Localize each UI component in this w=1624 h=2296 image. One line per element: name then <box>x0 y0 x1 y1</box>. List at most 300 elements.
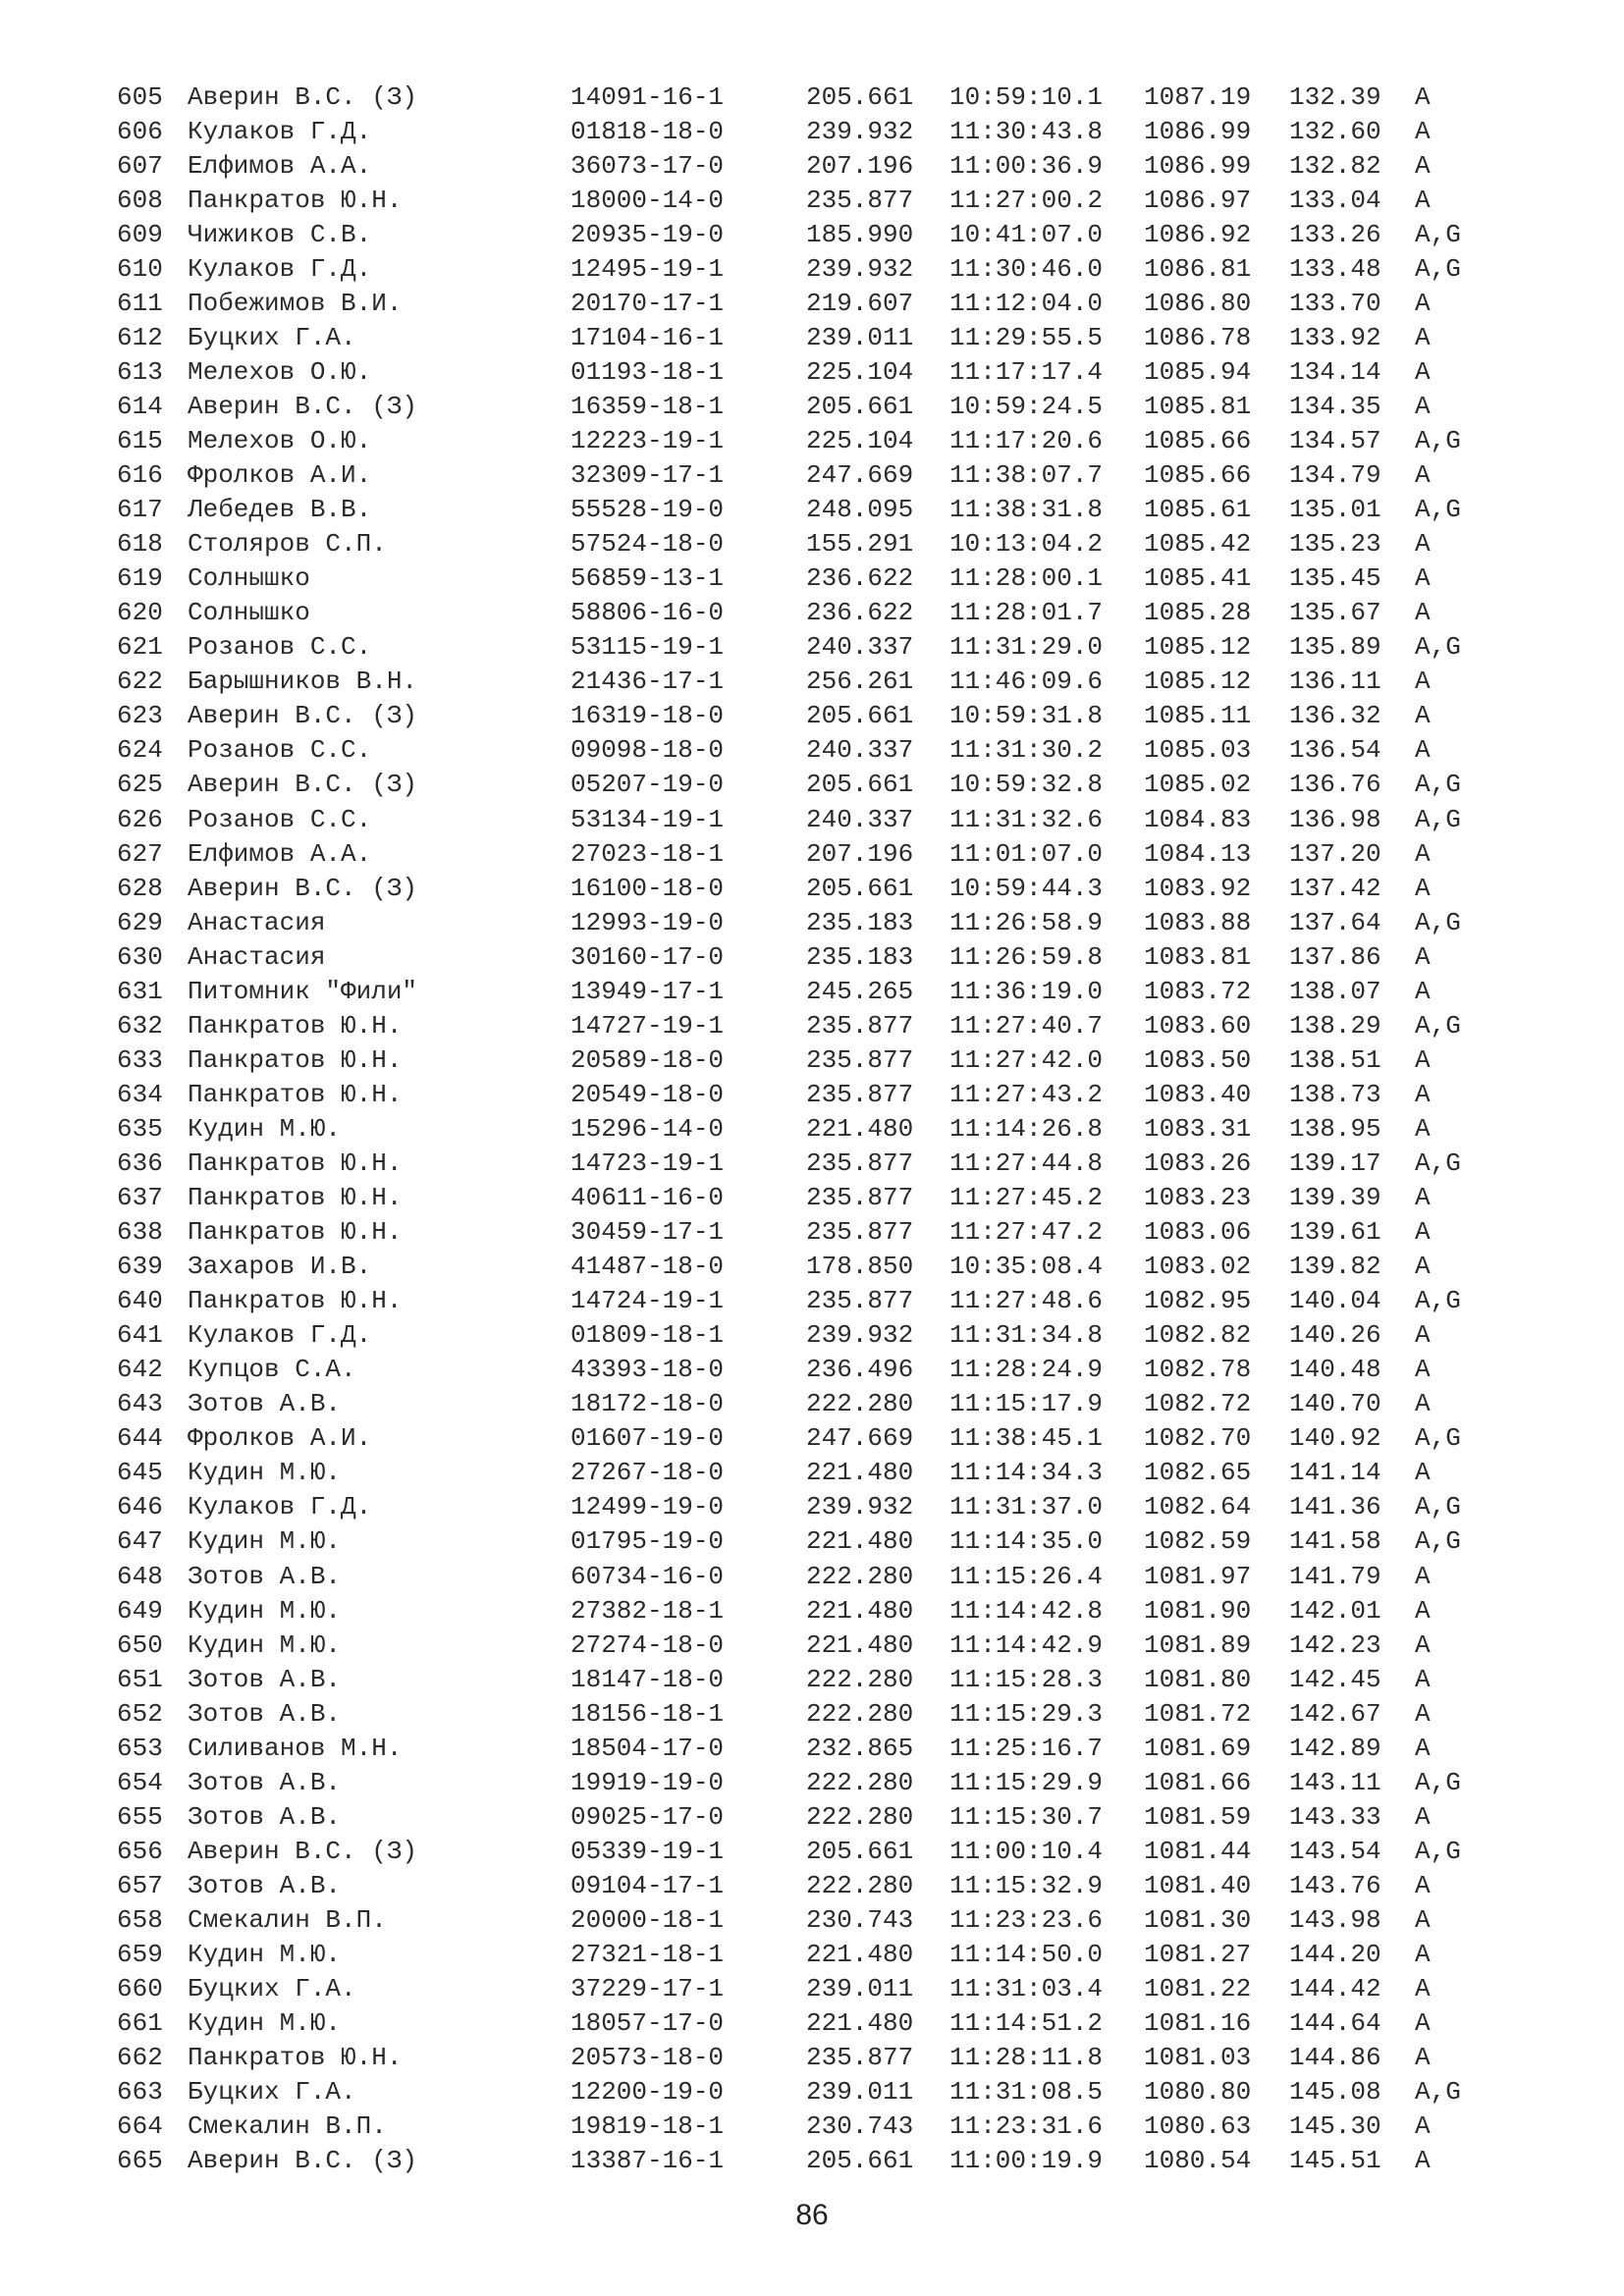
cell-time: 11:14:35.0 <box>949 1526 1104 1557</box>
cell-ring: 27382-18-1 <box>570 1595 725 1626</box>
cell-time: 11:23:23.6 <box>949 1905 1104 1935</box>
cell-speed: 1081.97 <box>1144 1561 1252 1591</box>
cell-coef: 137.86 <box>1289 941 1381 972</box>
cell-speed: 1083.31 <box>1144 1113 1252 1144</box>
cell-ring: 01607-19-0 <box>570 1423 725 1454</box>
cell-time: 11:38:07.7 <box>949 460 1104 491</box>
table-row <box>117 733 1531 768</box>
cell-num: 626 <box>117 804 163 834</box>
cell-time: 11:27:00.2 <box>949 185 1104 215</box>
cell-name: Побежимов В.И. <box>188 288 403 318</box>
cell-dist: 221.480 <box>806 1629 914 1660</box>
cell-ring: 01795-19-0 <box>570 1526 725 1557</box>
cell-speed: 1086.99 <box>1144 150 1252 181</box>
cell-flag: A,G <box>1415 425 1461 455</box>
cell-speed: 1081.72 <box>1144 1698 1252 1729</box>
cell-coef: 133.70 <box>1289 288 1381 318</box>
table-row <box>117 561 1531 596</box>
cell-ring: 18000-14-0 <box>570 185 725 215</box>
cell-speed: 1082.59 <box>1144 1526 1252 1557</box>
cell-time: 11:01:07.0 <box>949 838 1104 869</box>
cell-flag: A,G <box>1415 770 1461 800</box>
cell-flag: A <box>1415 1974 1431 2004</box>
cell-ring: 56859-13-1 <box>570 563 725 594</box>
cell-dist: 239.011 <box>806 2077 914 2108</box>
cell-coef: 135.89 <box>1289 632 1381 663</box>
cell-flag: A <box>1415 356 1431 387</box>
cell-ring: 30160-17-0 <box>570 941 725 972</box>
cell-coef: 143.33 <box>1289 1801 1381 1832</box>
cell-dist: 235.877 <box>806 1183 914 1213</box>
cell-name: Кулаков Г.Д. <box>188 116 372 146</box>
cell-time: 11:15:17.9 <box>949 1389 1104 1419</box>
cell-num: 651 <box>117 1664 163 1694</box>
cell-coef: 141.36 <box>1289 1492 1381 1522</box>
cell-flag: A,G <box>1415 1010 1461 1041</box>
table-row <box>117 1387 1531 1421</box>
cell-name: Розанов С.С. <box>188 735 372 766</box>
cell-ring: 05207-19-0 <box>570 770 725 800</box>
cell-speed: 1085.94 <box>1144 356 1252 387</box>
cell-dist: 222.280 <box>806 1561 914 1591</box>
cell-coef: 142.23 <box>1289 1629 1381 1660</box>
cell-coef: 141.58 <box>1289 1526 1381 1557</box>
cell-num: 652 <box>117 1698 163 1729</box>
cell-speed: 1081.27 <box>1144 1940 1252 1970</box>
cell-dist: 230.743 <box>806 2111 914 2142</box>
cell-speed: 1085.02 <box>1144 770 1252 800</box>
cell-num: 619 <box>117 563 163 594</box>
table-row <box>117 1318 1531 1353</box>
cell-coef: 140.70 <box>1289 1389 1381 1419</box>
cell-num: 635 <box>117 1113 163 1144</box>
cell-dist: 205.661 <box>806 701 914 731</box>
cell-dist: 235.877 <box>806 1217 914 1248</box>
table-row <box>117 527 1531 561</box>
cell-name: Кудин М.Ю. <box>188 1113 342 1144</box>
cell-flag: A <box>1415 1183 1431 1213</box>
cell-time: 11:15:29.3 <box>949 1698 1104 1729</box>
table-row <box>117 1628 1531 1662</box>
cell-flag: A <box>1415 1113 1431 1144</box>
cell-speed: 1081.30 <box>1144 1905 1252 1935</box>
cell-speed: 1084.83 <box>1144 804 1252 834</box>
table-row <box>117 423 1531 457</box>
cell-coef: 134.35 <box>1289 391 1381 421</box>
cell-dist: 236.622 <box>806 563 914 594</box>
cell-name: Аверин В.С. (З) <box>188 2146 418 2176</box>
cell-speed: 1086.99 <box>1144 116 1252 146</box>
cell-ring: 27321-18-1 <box>570 1940 725 1970</box>
cell-speed: 1085.11 <box>1144 701 1252 731</box>
cell-num: 646 <box>117 1492 163 1522</box>
cell-flag: A,G <box>1415 1526 1461 1557</box>
cell-name: Смекалин В.П. <box>188 1905 387 1935</box>
cell-time: 11:31:08.5 <box>949 2077 1104 2108</box>
cell-coef: 145.08 <box>1289 2077 1381 2108</box>
table-row <box>117 1834 1531 1868</box>
cell-num: 641 <box>117 1320 163 1351</box>
cell-name: Зотов А.В. <box>188 1767 342 1797</box>
cell-dist: 205.661 <box>806 391 914 421</box>
cell-dist: 221.480 <box>806 1458 914 1488</box>
table-row <box>117 1972 1531 2006</box>
cell-time: 11:28:11.8 <box>949 2043 1104 2073</box>
cell-name: Панкратов Ю.Н. <box>188 1217 403 1248</box>
cell-num: 616 <box>117 460 163 491</box>
cell-speed: 1082.95 <box>1144 1286 1252 1316</box>
cell-flag: A <box>1415 1733 1431 1763</box>
cell-speed: 1082.70 <box>1144 1423 1252 1454</box>
cell-num: 613 <box>117 356 163 387</box>
cell-coef: 134.57 <box>1289 425 1381 455</box>
cell-name: Панкратов Ю.Н. <box>188 1010 403 1041</box>
cell-flag: A <box>1415 1595 1431 1626</box>
cell-time: 10:41:07.0 <box>949 219 1104 249</box>
cell-dist: 221.480 <box>806 1526 914 1557</box>
cell-num: 638 <box>117 1217 163 1248</box>
cell-dist: 185.990 <box>806 219 914 249</box>
cell-ring: 32309-17-1 <box>570 460 725 491</box>
table-row <box>117 1284 1531 1318</box>
cell-time: 11:36:19.0 <box>949 976 1104 1006</box>
cell-ring: 16100-18-0 <box>570 873 725 903</box>
cell-flag: A,G <box>1415 1286 1461 1316</box>
cell-speed: 1083.02 <box>1144 1252 1252 1282</box>
cell-name: Зотов А.В. <box>188 1870 342 1900</box>
cell-flag: A <box>1415 150 1431 181</box>
cell-name: Анастасия <box>188 941 326 972</box>
cell-flag: A <box>1415 1355 1431 1385</box>
cell-ring: 05339-19-1 <box>570 1836 725 1866</box>
cell-dist: 235.183 <box>806 941 914 972</box>
cell-speed: 1086.92 <box>1144 219 1252 249</box>
cell-speed: 1086.97 <box>1144 185 1252 215</box>
table-row <box>117 974 1531 1008</box>
cell-time: 11:00:19.9 <box>949 2146 1104 2176</box>
table-row <box>117 1731 1531 1765</box>
cell-name: Питомник "Фили" <box>188 976 418 1006</box>
table-row <box>117 1938 1531 1972</box>
cell-coef: 136.76 <box>1289 770 1381 800</box>
cell-time: 11:15:28.3 <box>949 1664 1104 1694</box>
table-row <box>117 389 1531 423</box>
cell-coef: 133.48 <box>1289 253 1381 284</box>
cell-time: 11:29:55.5 <box>949 322 1104 352</box>
cell-num: 665 <box>117 2146 163 2176</box>
cell-time: 11:27:48.6 <box>949 1286 1104 1316</box>
cell-time: 10:13:04.2 <box>949 529 1104 560</box>
cell-flag: A <box>1415 1389 1431 1419</box>
cell-speed: 1083.92 <box>1144 873 1252 903</box>
cell-dist: 219.607 <box>806 288 914 318</box>
cell-coef: 132.82 <box>1289 150 1381 181</box>
cell-time: 11:30:43.8 <box>949 116 1104 146</box>
cell-name: Купцов С.А. <box>188 1355 356 1385</box>
cell-coef: 142.01 <box>1289 1595 1381 1626</box>
cell-speed: 1085.12 <box>1144 667 1252 697</box>
cell-name: Кулаков Г.Д. <box>188 253 372 284</box>
cell-time: 11:27:43.2 <box>949 1079 1104 1109</box>
cell-dist: 247.669 <box>806 460 914 491</box>
cell-time: 10:59:44.3 <box>949 873 1104 903</box>
cell-time: 11:14:50.0 <box>949 1940 1104 1970</box>
table-row <box>117 665 1531 699</box>
cell-ring: 01193-18-1 <box>570 356 725 387</box>
cell-num: 637 <box>117 1183 163 1213</box>
cell-ring: 09098-18-0 <box>570 735 725 766</box>
cell-coef: 140.26 <box>1289 1320 1381 1351</box>
cell-num: 659 <box>117 1940 163 1970</box>
cell-dist: 178.850 <box>806 1252 914 1282</box>
cell-ring: 20589-18-0 <box>570 1044 725 1075</box>
cell-name: Кудин М.Ю. <box>188 2008 342 2039</box>
cell-flag: A <box>1415 460 1431 491</box>
table-row <box>117 148 1531 183</box>
cell-time: 11:15:32.9 <box>949 1870 1104 1900</box>
table-row <box>117 1456 1531 1490</box>
cell-name: Панкратов Ю.Н. <box>188 1079 403 1109</box>
cell-coef: 137.42 <box>1289 873 1381 903</box>
cell-coef: 142.67 <box>1289 1698 1381 1729</box>
table-row <box>117 836 1531 871</box>
cell-speed: 1080.54 <box>1144 2146 1252 2176</box>
cell-flag: A,G <box>1415 804 1461 834</box>
cell-name: Кудин М.Ю. <box>188 1458 342 1488</box>
cell-speed: 1081.90 <box>1144 1595 1252 1626</box>
cell-ring: 20935-19-0 <box>570 219 725 249</box>
cell-ring: 53134-19-1 <box>570 804 725 834</box>
cell-name: Мелехов О.Ю. <box>188 425 372 455</box>
cell-name: Панкратов Ю.Н. <box>188 185 403 215</box>
table-row <box>117 1146 1531 1180</box>
cell-flag: A <box>1415 391 1431 421</box>
cell-name: Розанов С.С. <box>188 632 372 663</box>
cell-num: 605 <box>117 81 163 112</box>
cell-speed: 1085.12 <box>1144 632 1252 663</box>
cell-ring: 18504-17-0 <box>570 1733 725 1763</box>
cell-flag: A <box>1415 1664 1431 1694</box>
cell-flag: A,G <box>1415 907 1461 937</box>
cell-flag: A,G <box>1415 495 1461 525</box>
cell-time: 11:00:10.4 <box>949 1836 1104 1866</box>
cell-dist: 205.661 <box>806 81 914 112</box>
table-row <box>117 905 1531 939</box>
cell-name: Столяров С.П. <box>188 529 387 560</box>
cell-name: Зотов А.В. <box>188 1561 342 1591</box>
cell-coef: 133.26 <box>1289 219 1381 249</box>
cell-num: 617 <box>117 495 163 525</box>
cell-num: 606 <box>117 116 163 146</box>
cell-flag: A <box>1415 1629 1431 1660</box>
cell-ring: 18057-17-0 <box>570 2008 725 2039</box>
table-row <box>117 1042 1531 1077</box>
cell-flag: A <box>1415 1044 1431 1075</box>
cell-name: Елфимов А.А. <box>188 150 372 181</box>
table-row <box>117 2109 1531 2144</box>
cell-time: 11:15:29.9 <box>949 1767 1104 1797</box>
cell-num: 631 <box>117 976 163 1006</box>
table-row <box>117 1490 1531 1524</box>
cell-flag: A <box>1415 1905 1431 1935</box>
cell-num: 662 <box>117 2043 163 2073</box>
cell-flag: A <box>1415 529 1431 560</box>
cell-dist: 235.877 <box>806 1079 914 1109</box>
cell-flag: A <box>1415 1458 1431 1488</box>
cell-dist: 236.622 <box>806 598 914 628</box>
cell-coef: 135.23 <box>1289 529 1381 560</box>
cell-ring: 15296-14-0 <box>570 1113 725 1144</box>
cell-dist: 205.661 <box>806 2146 914 2176</box>
cell-num: 664 <box>117 2111 163 2142</box>
cell-dist: 247.669 <box>806 1423 914 1454</box>
cell-ring: 01818-18-0 <box>570 116 725 146</box>
table-row <box>117 2006 1531 2041</box>
cell-num: 640 <box>117 1286 163 1316</box>
cell-num: 610 <box>117 253 163 284</box>
cell-ring: 16319-18-0 <box>570 701 725 731</box>
cell-speed: 1085.42 <box>1144 529 1252 560</box>
cell-speed: 1083.60 <box>1144 1010 1252 1041</box>
cell-time: 11:28:00.1 <box>949 563 1104 594</box>
cell-ring: 19819-18-1 <box>570 2111 725 2142</box>
table-row <box>117 802 1531 836</box>
cell-time: 11:15:26.4 <box>949 1561 1104 1591</box>
cell-num: 657 <box>117 1870 163 1900</box>
cell-name: Захаров И.В. <box>188 1252 372 1282</box>
cell-ring: 57524-18-0 <box>570 529 725 560</box>
cell-ring: 21436-17-1 <box>570 667 725 697</box>
cell-time: 11:31:29.0 <box>949 632 1104 663</box>
cell-coef: 136.32 <box>1289 701 1381 731</box>
cell-dist: 221.480 <box>806 2008 914 2039</box>
cell-name: Аверин В.С. (З) <box>188 1836 418 1866</box>
cell-time: 11:27:40.7 <box>949 1010 1104 1041</box>
cell-ring: 14727-19-1 <box>570 1010 725 1041</box>
cell-flag: A <box>1415 735 1431 766</box>
cell-coef: 143.76 <box>1289 1870 1381 1900</box>
cell-dist: 222.280 <box>806 1767 914 1797</box>
cell-dist: 239.932 <box>806 116 914 146</box>
cell-num: 611 <box>117 288 163 318</box>
cell-num: 653 <box>117 1733 163 1763</box>
cell-name: Елфимов А.А. <box>188 838 372 869</box>
cell-num: 656 <box>117 1836 163 1866</box>
cell-dist: 225.104 <box>806 425 914 455</box>
cell-flag: A,G <box>1415 1423 1461 1454</box>
table-row <box>117 458 1531 493</box>
cell-name: Кулаков Г.Д. <box>188 1492 372 1522</box>
cell-flag: A <box>1415 701 1431 731</box>
table-row <box>117 1215 1531 1250</box>
cell-speed: 1084.13 <box>1144 838 1252 869</box>
table-row <box>117 1902 1531 1937</box>
cell-num: 618 <box>117 529 163 560</box>
cell-speed: 1081.40 <box>1144 1870 1252 1900</box>
cell-name: Аверин В.С. (З) <box>188 873 418 903</box>
cell-time: 11:28:01.7 <box>949 598 1104 628</box>
cell-ring: 12495-19-1 <box>570 253 725 284</box>
cell-name: Аверин В.С. (З) <box>188 391 418 421</box>
cell-coef: 144.20 <box>1289 1940 1381 1970</box>
table-row <box>117 2144 1531 2178</box>
cell-coef: 135.45 <box>1289 563 1381 594</box>
cell-speed: 1087.19 <box>1144 81 1252 112</box>
cell-num: 649 <box>117 1595 163 1626</box>
cell-name: Фролков А.И. <box>188 1423 372 1454</box>
cell-ring: 14091-16-1 <box>570 81 725 112</box>
cell-num: 633 <box>117 1044 163 1075</box>
cell-ring: 12223-19-1 <box>570 425 725 455</box>
cell-ring: 20549-18-0 <box>570 1079 725 1109</box>
page-number: 86 <box>795 2199 829 2231</box>
table-row <box>117 2075 1531 2109</box>
cell-speed: 1083.40 <box>1144 1079 1252 1109</box>
cell-time: 11:38:45.1 <box>949 1423 1104 1454</box>
cell-flag: A <box>1415 2111 1431 2142</box>
cell-num: 627 <box>117 838 163 869</box>
cell-time: 11:27:44.8 <box>949 1148 1104 1178</box>
cell-num: 650 <box>117 1629 163 1660</box>
cell-speed: 1085.41 <box>1144 563 1252 594</box>
cell-time: 11:31:32.6 <box>949 804 1104 834</box>
cell-coef: 137.64 <box>1289 907 1381 937</box>
cell-dist: 240.337 <box>806 735 914 766</box>
cell-coef: 141.79 <box>1289 1561 1381 1591</box>
cell-num: 636 <box>117 1148 163 1178</box>
table-row <box>117 699 1531 733</box>
cell-coef: 140.48 <box>1289 1355 1381 1385</box>
table-row <box>117 286 1531 320</box>
cell-num: 621 <box>117 632 163 663</box>
cell-flag: A <box>1415 941 1431 972</box>
cell-time: 11:26:59.8 <box>949 941 1104 972</box>
table-row <box>117 1593 1531 1628</box>
cell-num: 644 <box>117 1423 163 1454</box>
cell-coef: 134.14 <box>1289 356 1381 387</box>
table-row <box>117 1008 1531 1042</box>
cell-dist: 245.265 <box>806 976 914 1006</box>
cell-num: 663 <box>117 2077 163 2108</box>
cell-flag: A <box>1415 976 1431 1006</box>
cell-num: 622 <box>117 667 163 697</box>
cell-speed: 1083.50 <box>1144 1044 1252 1075</box>
cell-num: 648 <box>117 1561 163 1591</box>
table-row <box>117 871 1531 905</box>
table-row <box>117 1524 1531 1559</box>
cell-dist: 235.877 <box>806 2043 914 2073</box>
table-row <box>117 1421 1531 1456</box>
cell-flag: A <box>1415 1940 1431 1970</box>
cell-ring: 12499-19-0 <box>570 1492 725 1522</box>
cell-name: Аверин В.С. (З) <box>188 770 418 800</box>
cell-coef: 144.42 <box>1289 1974 1381 2004</box>
cell-dist: 239.011 <box>806 322 914 352</box>
cell-flag: A,G <box>1415 219 1461 249</box>
cell-name: Розанов С.С. <box>188 804 372 834</box>
cell-ring: 12993-19-0 <box>570 907 725 937</box>
table-row <box>117 768 1531 802</box>
cell-flag: A <box>1415 1217 1431 1248</box>
table-row <box>117 630 1531 665</box>
cell-num: 607 <box>117 150 163 181</box>
cell-coef: 143.98 <box>1289 1905 1381 1935</box>
cell-dist: 155.291 <box>806 529 914 560</box>
cell-dist: 207.196 <box>806 150 914 181</box>
cell-flag: A <box>1415 1320 1431 1351</box>
cell-ring: 14723-19-1 <box>570 1148 725 1178</box>
cell-num: 630 <box>117 941 163 972</box>
